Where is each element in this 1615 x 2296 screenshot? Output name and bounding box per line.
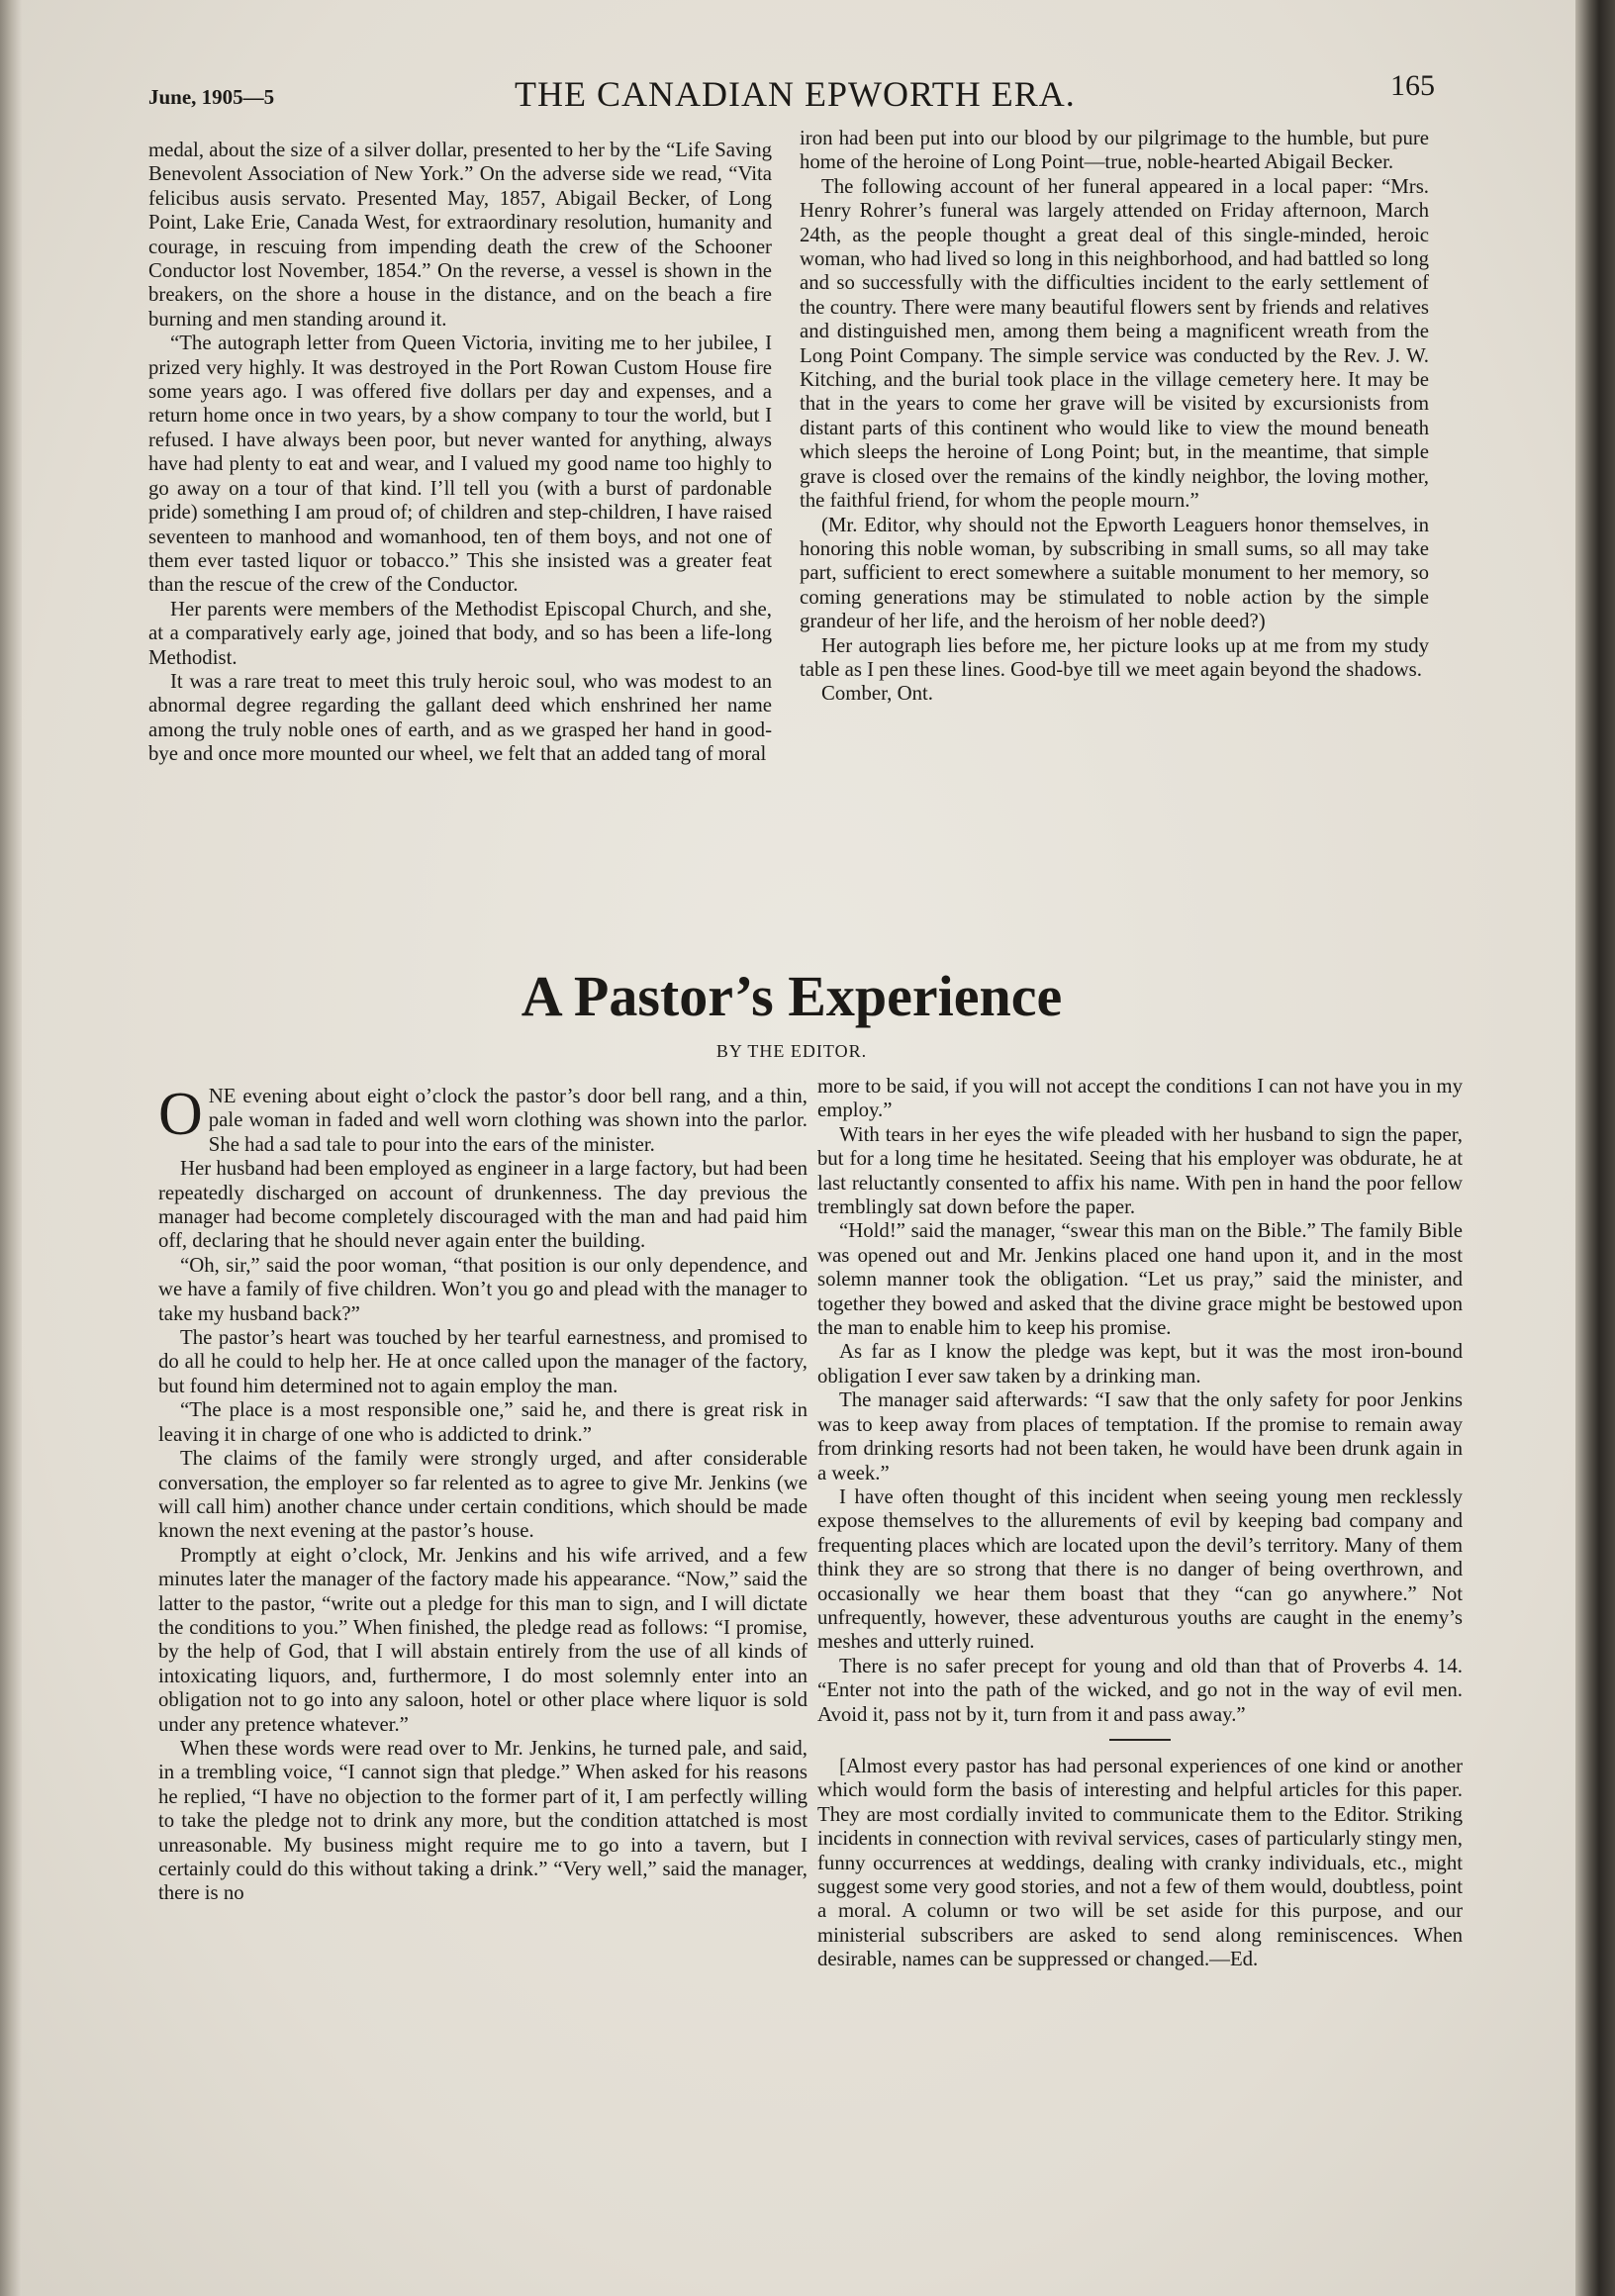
paragraph: Her parents were members of the Methodist Episcopal Church, and she, at a comparatively early age, joined that body, and so has been a life-long Methodist. bbox=[148, 597, 772, 669]
paragraph: iron had been put into our blood by our pilgrimage to the humble, but pure home of the heroine of Long Point—true, noble-hearted Abigail Becker. bbox=[800, 127, 1429, 174]
article-left-column bbox=[158, 1081, 808, 1906]
paragraph: It was a rare treat to meet this truly heroic soul, who was modest to an abnormal degree regarding the gallant deed which enshrined her name among the truly noble ones of earth, and as we grasped her hand in good-bye and once more mounted our wheel, we felt that an added tang of moral bbox=[148, 669, 772, 766]
paragraph: Promptly at eight o’clock, Mr. Jenkins and his wife arrived, and a few minutes later the manager of the factory made his appearance. “Now,” said the latter to the pastor, “write out a pledge for this man to sign, and I will dictate the conditions to you.” When finished, the pledge read as follows: “I promise, by the help of God, that I will abstain entirely from the use of all kinds of intoxicating liquors, and, furthermore, I do most solemnly enter into an obligation not to go into any saloon, hotel or other place where liquor is sold under any pretence whatever.” bbox=[158, 1543, 808, 1736]
section-divider bbox=[1109, 1739, 1171, 1741]
paragraph: “Oh, sir,” said the poor woman, “that position is our only dependence, and we have a family of five children. Won’t you go and plead with the manager to take my husband back?” bbox=[158, 1253, 808, 1325]
paragraph: The pastor’s heart was touched by her tearful earnestness, and promised to do all he could to help her. He at once called upon the manager of the factory, but found him determined not to again employ the man. bbox=[158, 1326, 808, 1397]
opening-paragraph bbox=[158, 1081, 808, 1157]
paragraph: “The place is a most responsible one,” said he, and there is great risk in leaving it in charge of one who is addicted to drink.” bbox=[158, 1398, 808, 1446]
article-byline: BY THE EDITOR. bbox=[715, 1041, 868, 1061]
article-title: A Pastor’s Experience bbox=[521, 964, 1063, 1028]
drop-cap: O bbox=[158, 1081, 203, 1148]
paragraph: I have often thought of this incident when seeing young men recklessly expose themselves to the allurements of evil by keeping bad company and frequenting places which are located upon the devil’s territory. Many of them think they are so strong that there is no danger of being overthrown, and occasionally we hear them boast that they “can go anywhere.” Not unfrequently, however, these adventurous youths are caught in the enemy’s meshes and utterly ruined. bbox=[817, 1484, 1463, 1654]
paragraph: (Mr. Editor, why should not the Epworth Leaguers honor themselves, in honoring this noble woman, by subscribing in small sums, so all may take part, sufficient to erect somewhere a suitable monument to her memory, so coming generations may be stimulated to noble action by the simple grandeur of her life, and the heroism of her noble deed?) bbox=[800, 513, 1429, 633]
article-right-column bbox=[817, 1075, 1463, 1972]
paragraph: “The autograph letter from Queen Victoria, inviting me to her jubilee, I prized very highly. It was destroyed in the Port Rowan Custom House fire some years ago. I was offered five dollars per day and expenses, and a return home once in two years, by a show company to tour the world, but I refused. I have always been poor, but never wanted for anything, always have had plenty to eat and wear, and I valued my good name too highly to go away on a tour of that kind. I’ll tell you (with a burst of pardonable pride) something I am proud of; of children and step-children, I have raised seventeen to manhood and womanhood, ten of them boys, and not one of them ever tasted liquor or tobacco.” This she insisted was a greater feat than the rescue of the crew of the Conductor. bbox=[148, 332, 772, 597]
paragraph: more to be said, if you will not accept the conditions I can not have you in my employ.” bbox=[817, 1075, 1463, 1122]
paragraph: The following account of her funeral appeared in a local paper: “Mrs. Henry Rohrer’s funeral was largely attended on Friday afternoon, March 24th, as the people thought a great deal of this single-minded, heroic woman, who had lived so long in this neighborhood, and had battled so long and so successfully with the difficulties incident to the early settlement of the country. There were many beautiful flowers sent by friends and relatives and distinguished men, among them being a magnificent wreath from the Long Point Company. The simple service was conducted by the Rev. J. W. Kitching, and the burial took place in the village cemetery here. It may be that in the years to come her grave will be visited by excursionists from distant parts of this continent who would like to view the mound beneath which sleeps the heroine of Long Point; but, in the meantime, that simple grave is closed over the remains of the kindly neighbor, the loving mother, the faithful friend, for whom the people mourn.” bbox=[800, 174, 1429, 513]
paragraph: As far as I know the pledge was kept, but it was the most iron-bound obligation I ever saw taken by a drinking man. bbox=[817, 1340, 1463, 1387]
paragraph: Her autograph lies before me, her picture looks up at me from my study table as I pen these lines. Good-bye till we meet again beyond the shadows. bbox=[800, 633, 1429, 681]
left-column-continued-article bbox=[148, 139, 772, 767]
paragraph: There is no safer precept for young and old than that of Proverbs 4. 14. “Enter not into the path of the wicked, and go not in the way of evil men. Avoid it, pass not by it, turn from it and pass away.” bbox=[817, 1654, 1463, 1726]
binding-edge-right bbox=[1575, 0, 1615, 2296]
issue-date: June, 1905—5 bbox=[148, 85, 275, 109]
opening-text: NE evening about eight o’clock the pastor’s door bell rang, and a thin, pale woman in faded and well worn clothing was shown into the parlor. She had a sad tale to pour into the ears of the minister. bbox=[208, 1085, 808, 1156]
paragraph: “Hold!” said the manager, “swear this man on the Bible.” The family Bible was opened out and Mr. Jenkins placed one hand upon it, and in the most solemn manner took the obligation. “Let us pray,” said the minister, and together they bowed and asked that the divine grace might be bestowed upon the man to enable him to keep his promise. bbox=[817, 1219, 1463, 1340]
page-number: 165 bbox=[1390, 69, 1435, 102]
paragraph: When these words were read over to Mr. Jenkins, he turned pale, and said, in a trembling voice, “I cannot sign that pledge.” When asked for his reasons he replied, “I have no objection to the former part of it, I am perfectly willing to take the pledge not to drink any more, but the condition attatched is most unreasonable. My business might require me to go into a tavern, but I certainly could do this without taking a drink.” “Very well,” said the manager, there is no bbox=[158, 1736, 808, 1905]
paragraph: medal, about the size of a silver dollar, presented to her by the “Life Saving Benevolent Association of New York.” On the adverse side we read, “Vita felicibus ausis servato. Presented May, 1857, Abigail Becker, of Long Point, Lake Erie, Canada West, for extraordinary resolution, humanity and courage, in rescuing from impending death the crew of the Schooner Conductor lost November, 1854.” On the reverse, a vessel is shown in the breakers, on the shore a house in the distance, and on the beach a fire burning and men standing around it. bbox=[148, 139, 772, 331]
right-column-continued-article bbox=[800, 127, 1429, 707]
editor-note: [Almost every pastor has had personal experiences of one kind or another which would form the basis of interesting and helpful articles for this paper. They are most cordially invited to communicate them to the Editor. Striking incidents in connection with revival services, cases of particularly stingy men, funny occurrences at weddings, dealing with cranky individuals, etc., might suggest some very good stories, and not a few of them would, doubtless, point a moral. A column or two will be set aside for this purpose, and our ministerial subscribers are asked to send along reminiscences. When desirable, names can be suppressed or changed.—Ed. bbox=[817, 1754, 1463, 1971]
paragraph: Her husband had been employed as engineer in a large factory, but had been repeatedly discharged on account of drunkenness. The day previous the manager had become completely discouraged with the man and had paid him off, declaring that he should never again enter the building. bbox=[158, 1157, 808, 1253]
running-header bbox=[148, 67, 1435, 127]
paragraph: The manager said afterwards: “I saw that the only safety for poor Jenkins was to keep away from places of temptation. If the promise to remain away from drinking resorts had not been taken, he would have been drunk again in a week.” bbox=[817, 1388, 1463, 1484]
binding-shadow-left bbox=[0, 0, 22, 2296]
paragraph: The claims of the family were strongly urged, and after considerable conversation, the employer so far relented as to agree to give Mr. Jenkins (we will call him) another chance under certain conditions, which should be made known the next evening at the pastor’s house. bbox=[158, 1447, 808, 1543]
publication-title: THE CANADIAN EPWORTH ERA. bbox=[515, 74, 1076, 114]
place-signoff: Comber, Ont. bbox=[821, 682, 933, 706]
paragraph: With tears in her eyes the wife pleaded with her husband to sign the paper, but for a long time he hesitated. Seeing that his employer was obdurate, he at last reluctantly consented to affix his name. With pen in hand the poor fellow tremblingly sat down before the paper. bbox=[817, 1122, 1463, 1219]
